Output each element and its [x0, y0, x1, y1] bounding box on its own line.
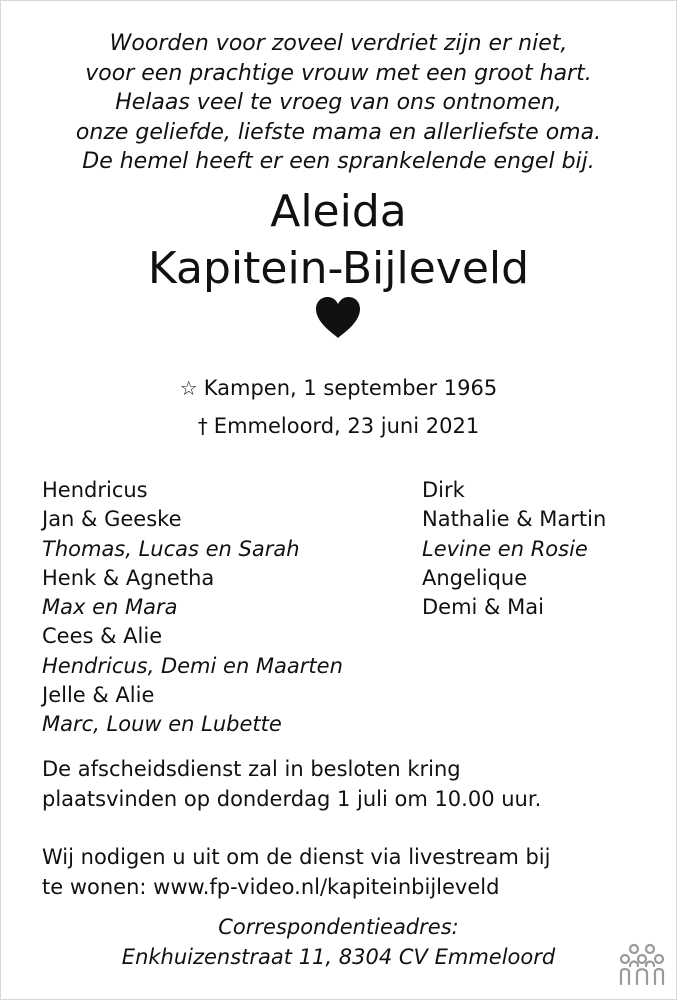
service-notice	[42, 755, 662, 814]
service-line: De afscheidsdienst zal in besloten kring	[42, 757, 461, 781]
family-member: Demi & Mai	[422, 595, 544, 620]
star-icon: ☆	[179, 376, 198, 400]
poem-line: voor een prachtige vrouw met een groot hart.	[85, 60, 592, 86]
family-member: Jan & Geeske	[42, 507, 182, 532]
correspondence-block	[0, 912, 677, 972]
family-member: Angelique	[422, 565, 528, 590]
service-line: plaatsvinden op donderdag 1 juli om 10.00 uur.	[42, 786, 542, 811]
livestream-notice	[42, 843, 662, 902]
deceased-last-name: Kapitein-Bijleveld	[147, 243, 530, 294]
correspondence-address: Enkhuizenstraat 11, 8304 CV Emmeloord	[121, 945, 556, 969]
family-member: Jelle & Alie	[42, 683, 155, 708]
deceased-first-name: Aleida	[270, 186, 407, 237]
family-list-left	[42, 476, 343, 740]
death-text: Emmeloord, 23 juni 2021	[213, 414, 480, 438]
birth-line	[0, 374, 677, 402]
heart-icon	[314, 296, 362, 340]
poem-line: Helaas veel te vroeg van ons ontnomen,	[115, 90, 562, 115]
dagger-icon: †	[197, 414, 208, 438]
grandchildren: Max en Mara	[42, 595, 178, 620]
grandchildren: Marc, Louw en Lubette	[42, 712, 282, 737]
family-member: Dirk	[422, 478, 465, 502]
family-member: Cees & Alie	[42, 624, 163, 649]
correspondence-label: Correspondentieadres:	[218, 915, 459, 939]
family-member: Henk & Agnetha	[42, 565, 215, 590]
poem-line: De hemel heeft er een sprankelende engel bij.	[82, 149, 595, 174]
grandchildren: Levine en Rosie	[422, 536, 588, 561]
livestream-line: Wij nodigen u uit om de dienst via livestream bij	[42, 845, 551, 869]
family-list-right	[422, 476, 606, 622]
grandchildren: Thomas, Lucas en Sarah	[42, 536, 300, 561]
family-member: Nathalie & Martin	[422, 507, 607, 532]
death-line	[0, 412, 677, 440]
poem	[0, 29, 677, 177]
poem-line: onze geliefde, liefste mama en allerliefste oma.	[75, 119, 602, 145]
birth-text: Kampen, 1 september 1965	[203, 376, 498, 400]
poem-line: Woorden voor zoveel verdriet zijn er niet,	[109, 31, 568, 56]
family-member: Hendricus	[42, 478, 148, 502]
grandchildren: Hendricus, Demi en Maarten	[42, 653, 343, 678]
people-logo-icon	[619, 942, 665, 986]
livestream-line: te wonen: www.fp-video.nl/kapiteinbijleveld	[42, 874, 500, 899]
